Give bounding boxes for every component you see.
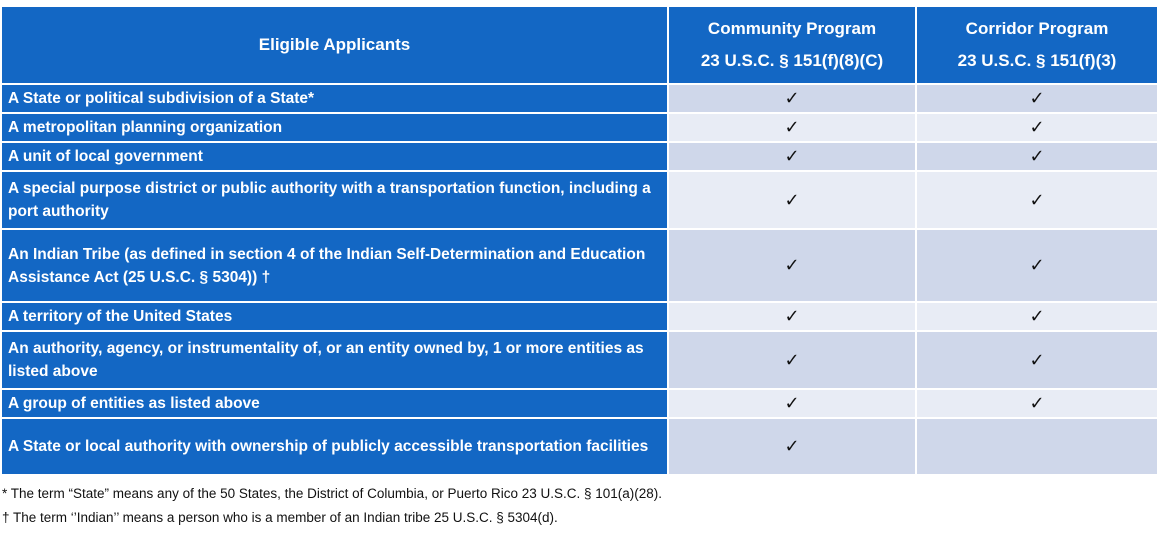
corridor-check: ✓	[917, 332, 1157, 390]
community-check: ✓	[669, 143, 917, 172]
applicant-label: An authority, agency, or instrumentality of, or an entity owned by, 1 or more entities as listed above	[2, 332, 669, 390]
table-row	[2, 390, 1157, 419]
applicant-label: A special purpose district or public authority with a transportation function, including a port authority	[2, 172, 669, 230]
community-check: ✓	[669, 230, 917, 303]
header-community-program	[669, 7, 917, 85]
applicant-label: A State or political subdivision of a State*	[2, 85, 669, 114]
table-row	[2, 332, 1157, 390]
table-row	[2, 143, 1157, 172]
footnote-state: * The term “State” means any of the 50 States, the District of Columbia, or Puerto Rico 23 U.S.C. § 101(a)(28).	[2, 486, 663, 501]
corridor-check: ✓	[917, 143, 1157, 172]
corridor-check: ✓	[917, 172, 1157, 230]
corridor-check: ✓	[917, 85, 1157, 114]
table-header	[2, 7, 1157, 85]
applicant-label: A metropolitan planning organization	[2, 114, 669, 143]
table-row	[2, 85, 1157, 114]
applicant-label: An Indian Tribe (as defined in section 4 of the Indian Self-Determination and Education Assistance Act (25 U.S.C. § 5304)) †	[2, 230, 669, 303]
corridor-program-cite: 23 U.S.C. § 151(f)(3)	[957, 51, 1117, 70]
community-check: ✓	[669, 332, 917, 390]
corridor-program-name: Corridor Program	[965, 19, 1109, 38]
community-check: ✓	[669, 390, 917, 419]
applicant-label: A State or local authority with ownership of publicly accessible transportation facilities	[2, 419, 669, 476]
applicant-label: A unit of local government	[2, 143, 669, 172]
community-check: ✓	[669, 85, 917, 114]
table-row	[2, 303, 1157, 332]
corridor-check: ✓	[917, 390, 1157, 419]
applicant-label: A group of entities as listed above	[2, 390, 669, 419]
footnote-indian: † The term ‘’Indian’’ means a person who is a member of an Indian tribe 25 U.S.C. § 5304(d).	[2, 510, 558, 525]
community-program-name: Community Program	[707, 19, 877, 38]
table-row	[2, 114, 1157, 143]
corridor-check: ✓	[917, 230, 1157, 303]
table-row	[2, 230, 1157, 303]
table-row	[2, 172, 1157, 230]
community-check: ✓	[669, 172, 917, 230]
corridor-check: ✓	[917, 114, 1157, 143]
header-eligible-applicants: Eligible Applicants	[2, 7, 669, 85]
community-program-cite: 23 U.S.C. § 151(f)(8)(C)	[700, 51, 884, 70]
community-check: ✓	[669, 419, 917, 476]
corridor-check	[917, 419, 1157, 476]
community-check: ✓	[669, 114, 917, 143]
eligibility-table	[2, 7, 1157, 476]
community-check: ✓	[669, 303, 917, 332]
corridor-check: ✓	[917, 303, 1157, 332]
table-row	[2, 419, 1157, 476]
header-corridor-program	[917, 7, 1157, 85]
applicant-label: A territory of the United States	[2, 303, 669, 332]
